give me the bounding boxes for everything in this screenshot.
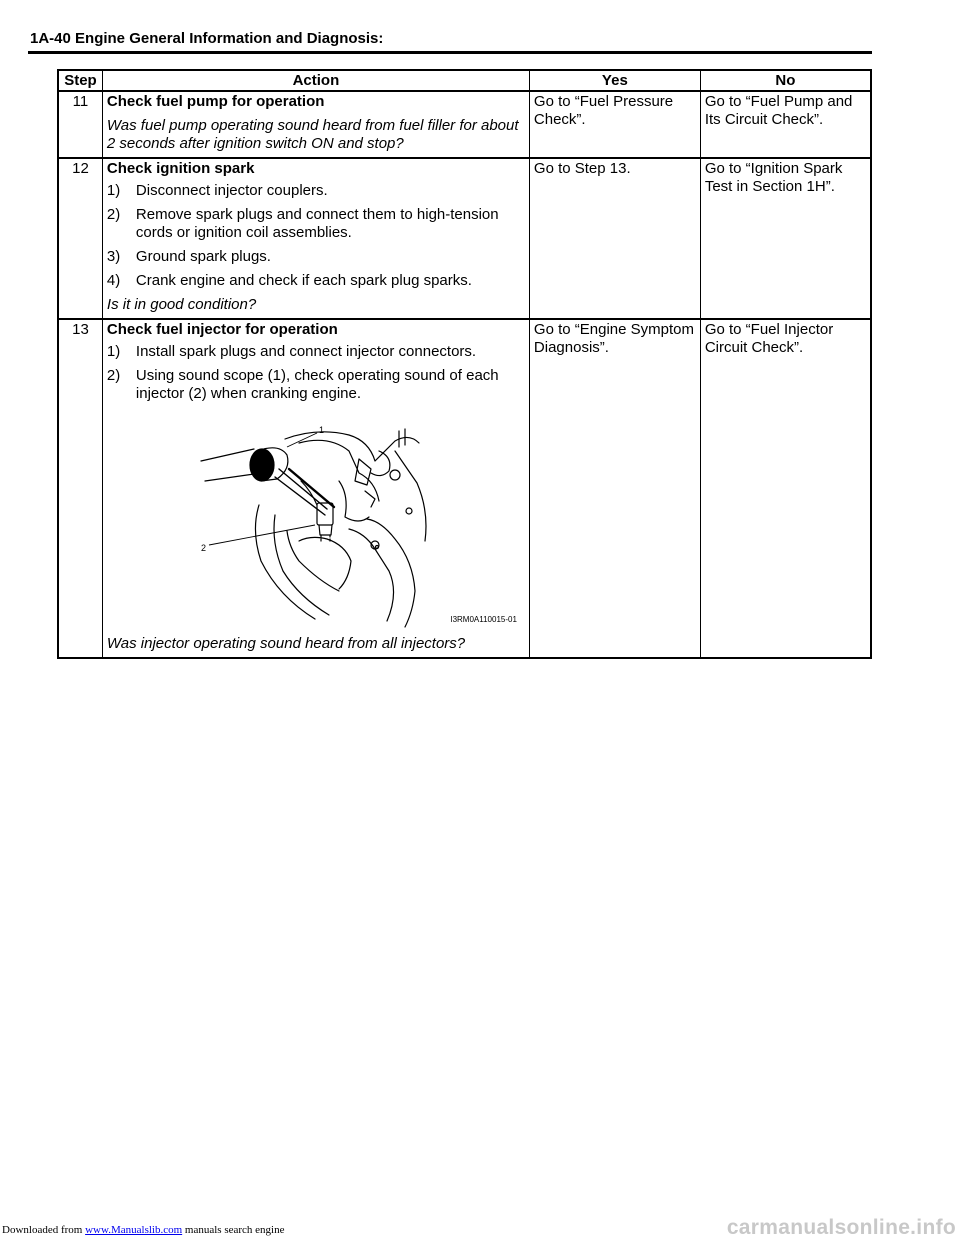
step-number: 12 (58, 158, 102, 319)
yes-cell: Go to Step 13. (529, 158, 700, 319)
step-question: Was fuel pump operating sound heard from fuel filler for about 2 seconds after ignition switch ON and stop? (106, 117, 519, 152)
step-title: Check fuel injector for operation (106, 321, 338, 338)
callout-label-1: 1 (318, 425, 324, 435)
yes-cell: Go to “Fuel Pressure Check”. (529, 91, 700, 158)
diagnosis-table (57, 69, 872, 659)
table-row (58, 319, 871, 658)
list-item: 1) Disconnect injector couplers. (106, 182, 328, 199)
list-item: 2) Using sound scope (1), check operating sound of each injector (2) when cranking engine. (106, 367, 499, 402)
table-row (58, 91, 871, 158)
action-cell (102, 319, 529, 658)
step-number: 11 (58, 91, 102, 158)
action-cell (102, 158, 529, 319)
column-header-action: Action (102, 70, 529, 91)
sound-scope-illustration (199, 421, 525, 631)
no-cell: Go to “Ignition Spark Test in Section 1H”. (700, 158, 871, 319)
callout-label-2: 2 (200, 543, 206, 553)
footer-suffix: manuals search engine (182, 1224, 285, 1236)
manualslib-link[interactable]: www.Manualslib.com (85, 1224, 183, 1236)
page-header: 1A-40 Engine General Information and Diagnosis: (30, 30, 384, 47)
footer-prefix: Downloaded from (2, 1224, 86, 1236)
no-cell: Go to “Fuel Pump and Its Circuit Check”. (700, 91, 871, 158)
column-header-no: No (700, 70, 871, 91)
action-cell (102, 91, 529, 158)
table-row (58, 158, 871, 319)
step-number: 13 (58, 319, 102, 658)
list-item: 2) Remove spark plugs and connect them to high-tension cords or ignition coil assemblies. (106, 206, 499, 241)
substep-list (107, 343, 525, 403)
list-item: 4) Crank engine and check if each spark plug sparks. (106, 272, 472, 289)
list-item: 3) Ground spark plugs. (106, 248, 271, 265)
column-header-yes: Yes (529, 70, 700, 91)
no-cell: Go to “Fuel Injector Circuit Check”. (700, 319, 871, 658)
column-header-step: Step (58, 70, 102, 91)
list-item: 1) Install spark plugs and connect injector connectors. (106, 343, 477, 360)
header-rule (28, 51, 872, 54)
step-title: Check fuel pump for operation (106, 93, 325, 110)
step-question: Is it in good condition? (106, 296, 257, 313)
step-question: Was injector operating sound heard from all injectors? (106, 635, 466, 652)
download-footer (2, 1224, 284, 1236)
yes-cell: Go to “Engine Symptom Diagnosis”. (529, 319, 700, 658)
figure-code: I3RM0A110015-01 (450, 615, 517, 624)
injector-illustration (199, 421, 525, 631)
substep-list (107, 182, 525, 290)
table-header-row (58, 70, 871, 91)
watermark: carmanualsonline.info (726, 1216, 956, 1239)
step-title: Check ignition spark (106, 160, 255, 177)
